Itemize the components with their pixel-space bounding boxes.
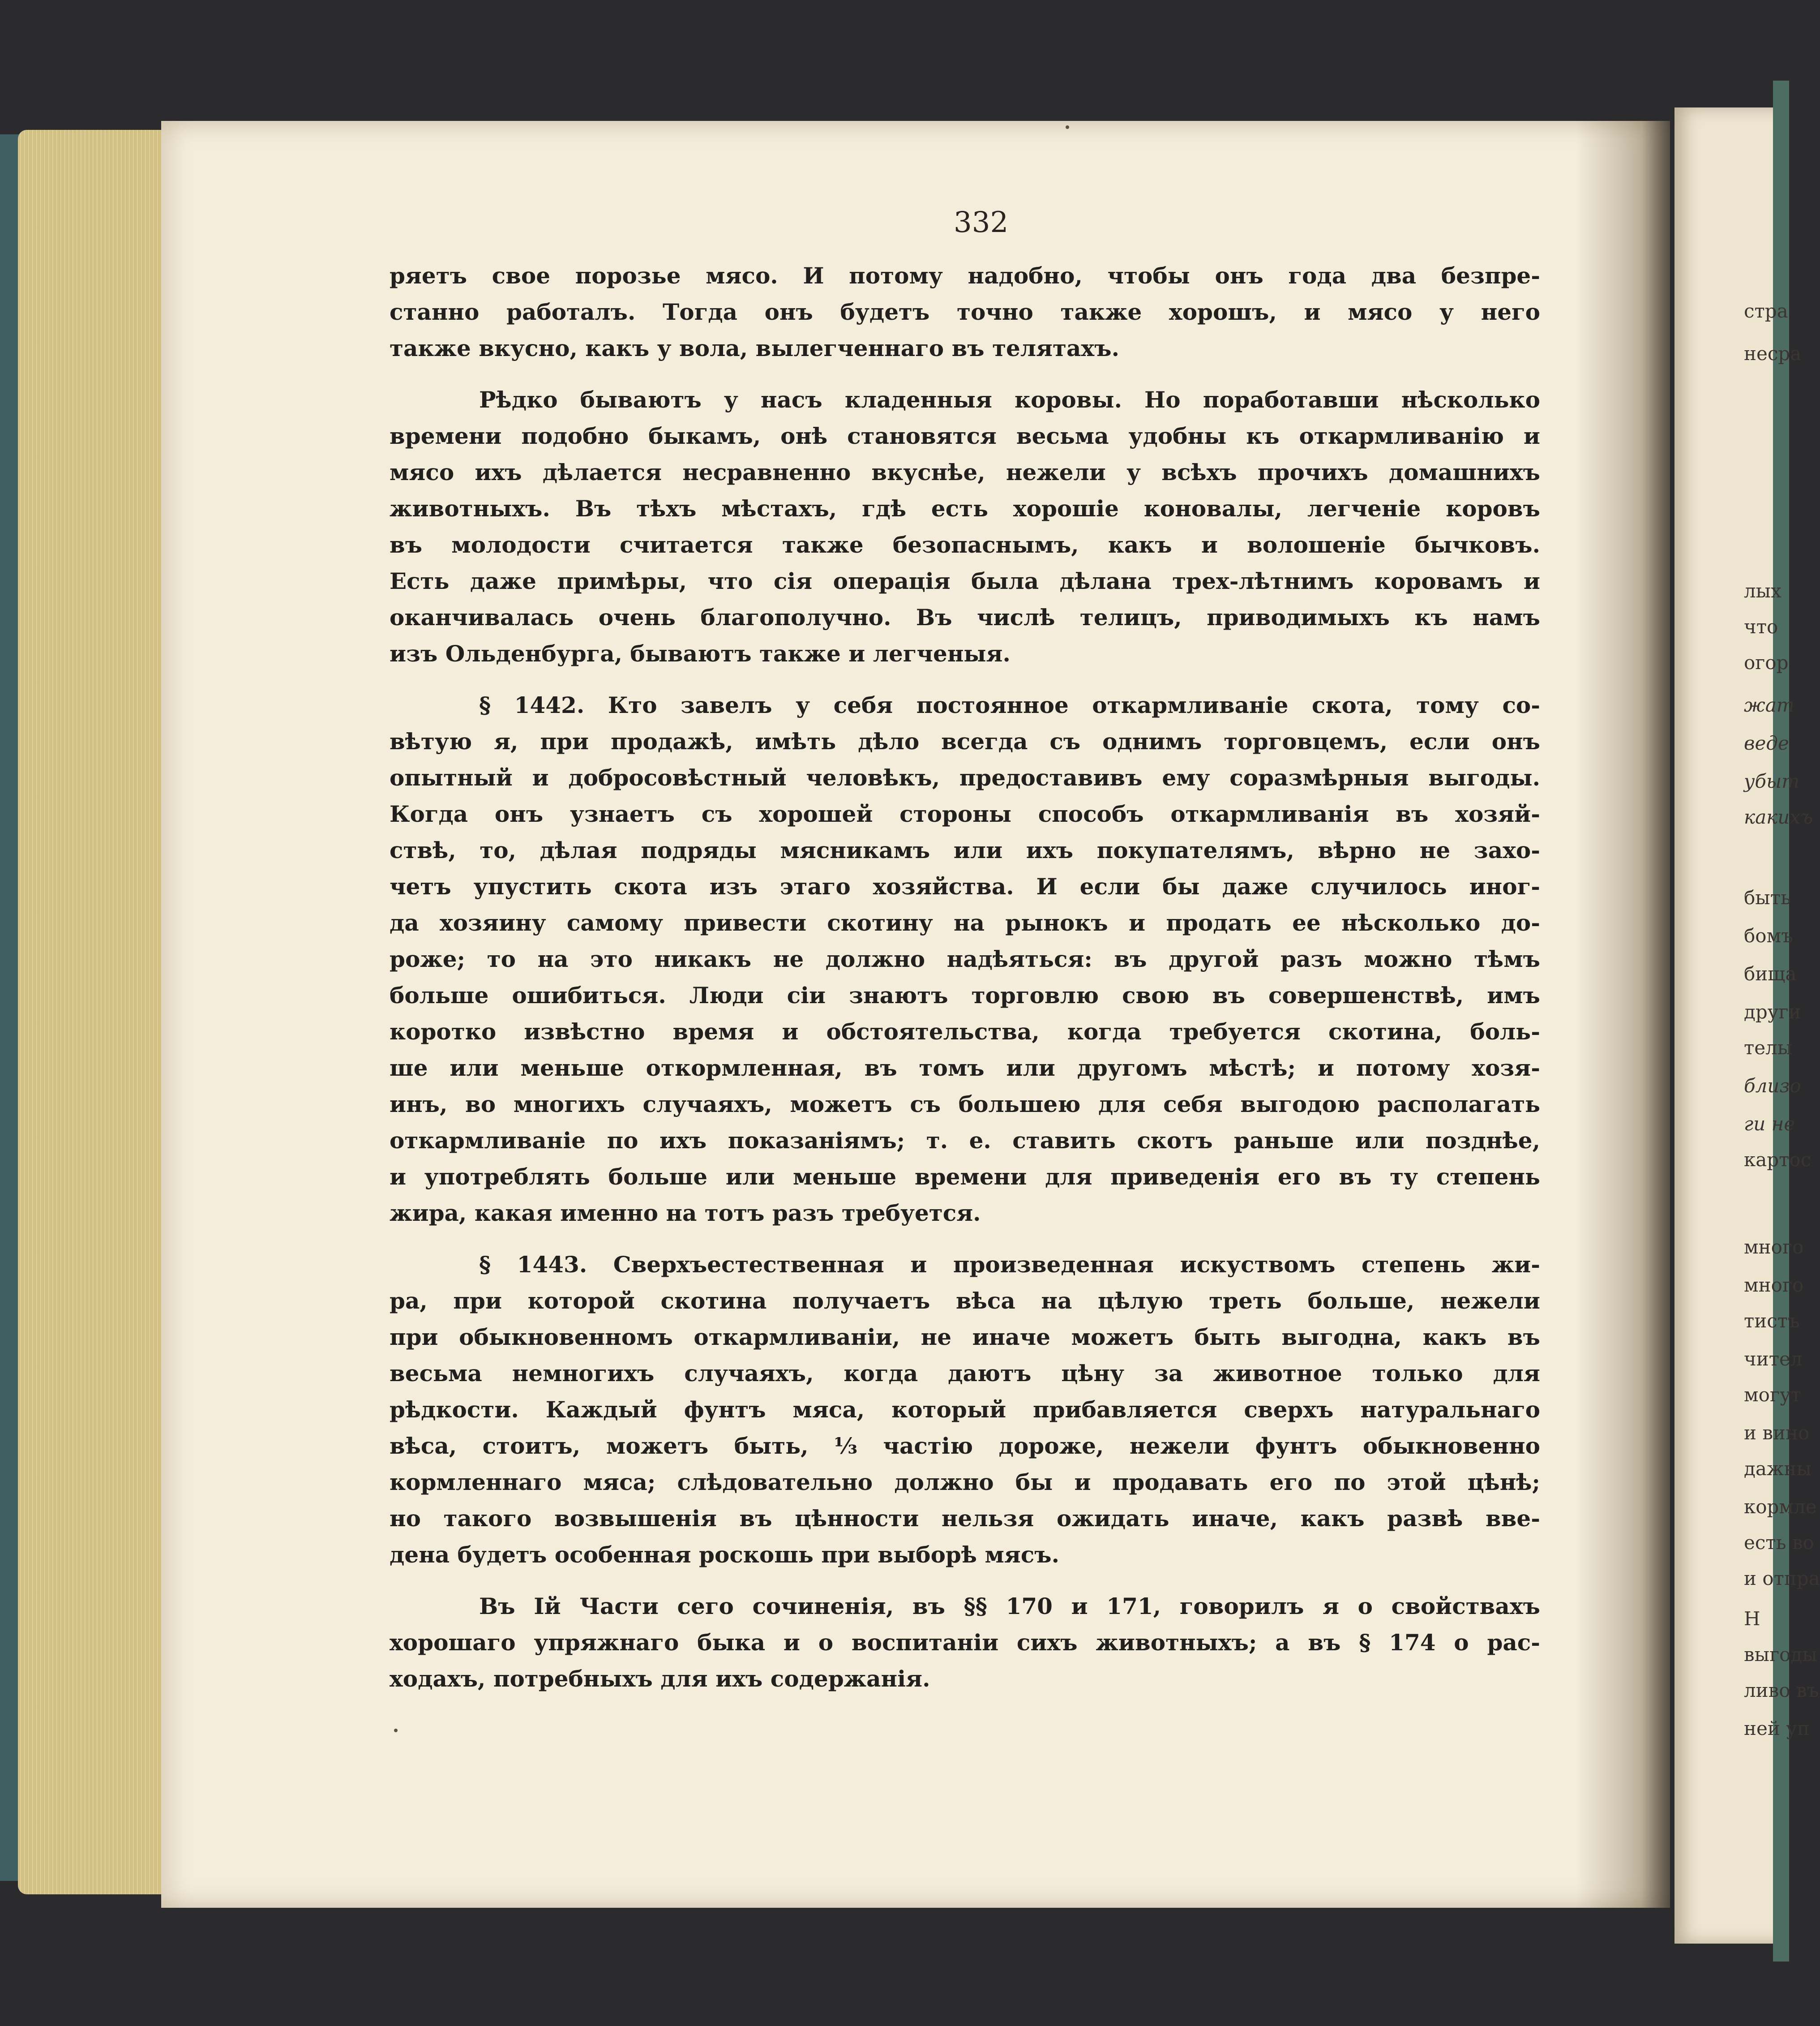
text-line: опытный и добросовѣстный человѣкъ, предоставивъ ему соразмѣрныя выгоды. (390, 764, 1540, 791)
page-body-text (390, 258, 1540, 1697)
fragment-line: огор (1744, 652, 1789, 674)
fragment-line: убыт (1744, 770, 1800, 792)
fragment-line: и вино (1744, 1422, 1810, 1444)
fragment-line: какихъ (1744, 806, 1813, 828)
fragment-line: чител (1744, 1348, 1803, 1370)
fragment-line: картос (1744, 1149, 1811, 1171)
text-line: больше ошибиться. Люди сіи знаютъ торговлю свою въ совершенствѣ, имъ (390, 982, 1540, 1009)
text-line: ше или меньше откормленная, въ томъ или другомъ мѣстѣ; и потому хозя- (390, 1055, 1540, 1081)
fragment-line: могут (1744, 1384, 1801, 1406)
fragment-line: ней уп (1744, 1717, 1810, 1739)
text-line: Есть даже примѣры, что сія операція была дѣлана трех-лѣтнимъ коровамъ и (390, 568, 1540, 594)
text-line: при обыкновенномъ откармливаніи, не иначе можетъ быть выгодна, какъ въ (390, 1324, 1540, 1350)
text-line: вѣса, стоитъ, можетъ быть, ⅓ частію дороже, нежели фунтъ обыкновенно (390, 1433, 1540, 1459)
fragment-line: тистъ (1744, 1310, 1800, 1332)
text-line: ствѣ, то, дѣлая подряды мясникамъ или ихъ покупателямъ, вѣрно не захо- (390, 837, 1540, 863)
book-gutter (1576, 121, 1670, 1908)
text-line: ряетъ свое порозье мясо. И потому надобно, чтобы онъ года два безпре- (390, 262, 1540, 289)
fragment-line: Н (1744, 1608, 1760, 1630)
fragment-line: лых (1744, 580, 1781, 602)
fragment-line: есть во (1744, 1532, 1814, 1554)
text-line: изъ Ольденбурга, бываютъ также и легченыя. (390, 640, 1011, 667)
text-line: четъ упустить скота изъ этаго хозяйства. И если бы даже случилось иног- (390, 873, 1540, 900)
text-line: рѣдкости. Каждый фунтъ мяса, который прибавляется сверхъ натуральнаго (390, 1396, 1540, 1423)
fragment-line: стра (1744, 300, 1788, 322)
fragment-line: много (1744, 1236, 1804, 1258)
text-line: Когда онъ узнаетъ съ хорошей стороны способъ откармливанія въ хозяй- (390, 801, 1540, 827)
text-line: но такого возвышенія въ цѣнности нельзя ожидать иначе, какъ развѣ вве- (390, 1505, 1540, 1532)
page-block-edge (18, 130, 177, 1894)
text-line: ходахъ, потребныхъ для ихъ содержанія. (390, 1665, 930, 1692)
page-number: 332 (954, 206, 1009, 239)
paragraph (390, 1246, 1540, 1573)
text-line: оканчивалась очень благополучно. Въ числѣ телицъ, приводимыхъ къ намъ (390, 604, 1540, 631)
fragment-line: кормле (1744, 1496, 1817, 1518)
text-line: Рѣдко бываютъ у насъ кладенныя коровы. Но поработавши нѣсколько (479, 386, 1540, 413)
paragraph (390, 382, 1540, 672)
fragment-line: други (1744, 1001, 1801, 1023)
text-line: животныхъ. Въ тѣхъ мѣстахъ, гдѣ есть хорошіе коновалы, легченіе коровъ (390, 495, 1540, 522)
text-line: весьма немногихъ случаяхъ, когда даютъ цѣну за животное только для (390, 1360, 1540, 1386)
paragraph (390, 687, 1540, 1231)
text-line: § 1443. Сверхъестественная и произведенная искуствомъ степень жи- (479, 1251, 1540, 1278)
fragment-line: несра (1744, 343, 1802, 365)
text-line: кормленнаго мяса; слѣдовательно должно бы и продавать его по этой цѣнѣ; (390, 1469, 1540, 1495)
text-line: въ молодости считается также безопаснымъ, какъ и волошеніе бычковъ. (390, 532, 1540, 558)
fragment-line: бища (1744, 963, 1797, 985)
paragraph (390, 258, 1540, 366)
text-line: вѣтую я, при продажѣ, имѣть дѣло всегда съ однимъ торговцемъ, если онъ (390, 728, 1540, 755)
text-line: Въ Iй Части сего сочиненія, въ §§ 170 и 171, говорилъ я о свойствахъ (479, 1593, 1540, 1619)
fragment-line: и отпра (1744, 1567, 1820, 1589)
fragment-line: выгоды (1744, 1644, 1817, 1665)
text-line: станно работалъ. Тогда онъ будетъ точно также хорошъ, и мясо у него (390, 299, 1540, 325)
text-line: роже; то на это никакъ не должно надѣяться: въ другой разъ можно тѣмъ (390, 946, 1540, 972)
ink-speck (394, 1729, 398, 1732)
text-line: хорошаго упряжнаго быка и о воспитаніи сихъ животныхъ; а въ § 174 о рас- (390, 1629, 1540, 1656)
fragment-line: телы (1744, 1037, 1793, 1059)
text-line: дена будетъ особенная роскошь при выборѣ мясъ. (390, 1541, 1060, 1568)
fragment-line: бомъ (1744, 925, 1793, 947)
ink-speck (1066, 125, 1069, 129)
fragment-line: много (1744, 1274, 1804, 1296)
fragment-line: что (1744, 616, 1778, 638)
paragraph (390, 1588, 1540, 1697)
fragment-line: жат (1744, 694, 1794, 716)
text-line: инъ, во многихъ случаяхъ, можетъ съ большею для себя выгодою располагать (390, 1091, 1540, 1117)
fragment-line: веде (1744, 732, 1789, 754)
fragment-line: ги не (1744, 1113, 1795, 1135)
right-page-partial (1674, 107, 1820, 1944)
text-line: жира, какая именно на тотъ разъ требуется. (390, 1200, 981, 1226)
text-line: откармливаніе по ихъ показаніямъ; т. е. ставить скотъ раньше или позднѣе, (390, 1127, 1540, 1154)
text-line: коротко извѣстно время и обстоятельства, когда требуется скотина, боль- (390, 1018, 1540, 1045)
text-line: да хозяину самому привести скотину на рынокъ и продать ее нѣсколько до- (390, 910, 1540, 936)
text-line: и употреблять больше или меньше времени для приведенія его въ ту степень (390, 1163, 1540, 1190)
text-line: также вкусно, какъ у вола, вылегченнаго въ телятахъ. (390, 335, 1120, 361)
fragment-line: быть (1744, 887, 1791, 909)
fragment-line: дажны (1744, 1458, 1811, 1480)
fragment-line: ливо въ (1744, 1679, 1819, 1701)
text-line: мясо ихъ дѣлается несравненно вкуснѣе, нежели у всѣхъ прочихъ домашнихъ (390, 459, 1540, 485)
fragment-line: близо (1744, 1075, 1801, 1097)
text-line: ра, при которой скотина получаетъ вѣса на цѣлую треть больше, нежели (390, 1288, 1540, 1314)
text-line: времени подобно быкамъ, онѣ становятся весьма удобны къ откармливанію и (390, 423, 1540, 449)
text-line: § 1442. Кто завелъ у себя постоянное откармливаніе скота, тому со- (479, 692, 1540, 718)
